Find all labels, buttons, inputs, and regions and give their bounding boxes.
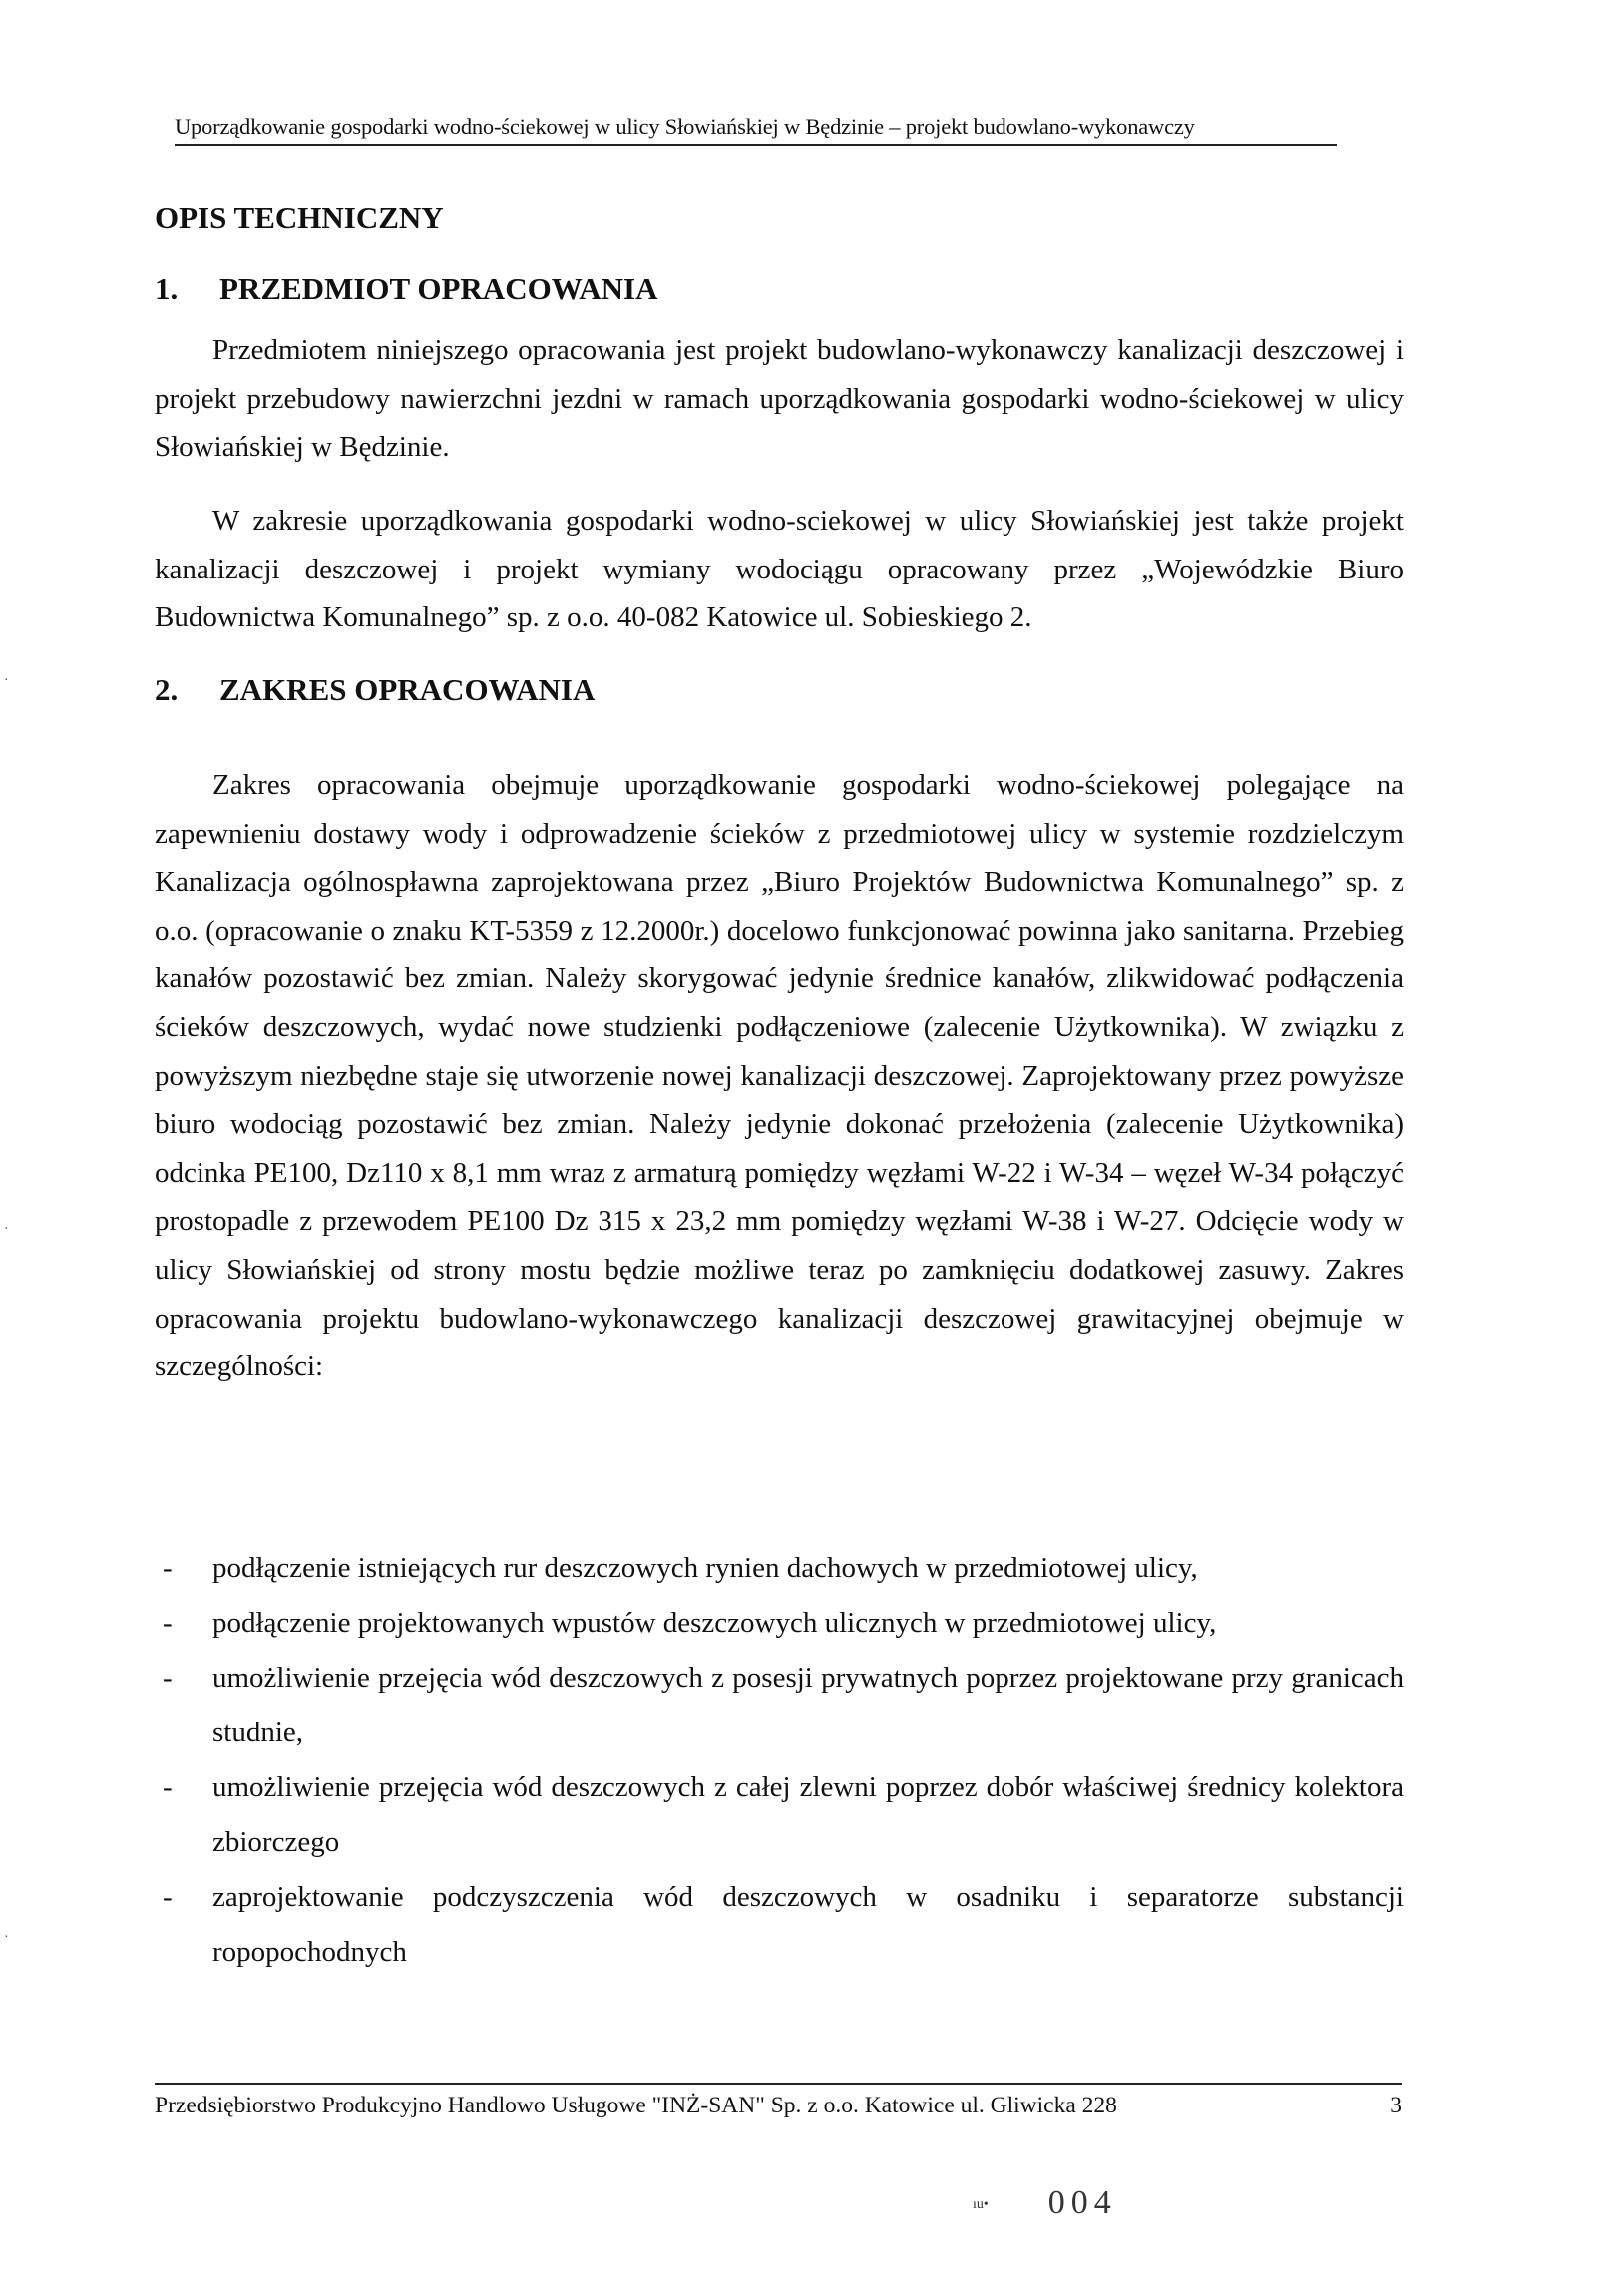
section-1-number: 1. <box>155 271 179 306</box>
list-item: - podłączenie projektowanych wpustów deszczowych ulicznych w przedmiotowej ulicy, <box>163 1607 1217 1639</box>
section-2-number: 2. <box>155 672 179 707</box>
section-1-paragraph-1: Przedmiotem niniejszego opracowania jest projekt budowlano-wykonawczy kanalizacji deszczowej i projekt przebudowy nawierzchni jezdni w ramach uporządkowania gospodarki wodno-ściekowej w ulicy Słowiańskiej w Będzinie. <box>155 334 1404 464</box>
scan-speck: · <box>4 673 9 688</box>
stamp-number: 004 <box>1047 2184 1117 2221</box>
footer-company: Przedsiębiorstwo Produkcyjno Handlowo Usługowe "INŻ-SAN" Sp. z o.o. Katowice ul. Gliwicka 228 <box>155 2093 1117 2118</box>
list-item: - podłączenie istniejących rur deszczowych rynien dachowych w przedmiotowej ulicy, <box>163 1552 1198 1584</box>
section-1-title: PRZEDMIOT OPRACOWANIA <box>219 271 658 306</box>
section-2-paragraph-1: Zakres opracowania obejmuje uporządkowanie gospodarki wodno-ściekowej polegające na zapewnieniu dostawy wody i odprowadzenie ścieków z przedmiotowej ulicy w systemie rozdzielczym Kanalizacja ogólnospławna zaprojektowana przez „Biuro Projektów Budownictwa Komunalnego” sp. z o.o. (opracowanie o znaku KT-5359 z 12.2000r.) docelowo funkcjonować powinna jako sanitarna. Przebieg kanałów pozostawić bez zmian. Należy skorygować jedynie średnice kanałów, zlikwidować podłączenia ścieków deszczowych, wydać nowe studzienki podłączeniowe (zalecenie Użytkownika). W związku z powyższym niezbędne staje się utworzenie nowej kanalizacji deszczowej. Zaprojektowany przez powyższe biuro wodociąg pozostawić bez zmian. Należy jedynie dokonać przełożenia (zalecenie Użytkownika) odcinka PE100, Dz110 x 8,1 mm wraz z armaturą pomiędzy węzłami W-22 i W-34 – węzeł W-34 połączyć prostopadle z przewodem PE100 Dz 315 x 23,2 mm pomiędzy węzłami W-38 i W-27. Odcięcie wody w ulicy Słowiańskiej od strony mostu będzie możliwe teraz po zamknięciu dodatkowej zasuwy. Zakres opracowania projektu budowlano-wykonawczego kanalizacji deszczowej grawitacyjnej obejmuje w szczególności: <box>155 769 1404 1383</box>
section-2-heading <box>155 672 595 708</box>
list-item: - umożliwienie przejęcia wód deszczowych z posesji prywatnych poprzez projektowane przy granicach studnie, <box>163 1662 1404 1748</box>
section-2-title: ZAKRES OPRACOWANIA <box>219 672 596 707</box>
section-1-heading <box>155 271 657 307</box>
list-item: - umożliwienie przejęcia wód deszczowych z całej zlewni poprzez dobór właściwej średnicy kolektora zbiorczego <box>163 1771 1404 1858</box>
scan-speck: · <box>4 1930 9 1945</box>
page-header: Uporządkowanie gospodarki wodno-ściekowej w ulicy Słowiańskiej w Będzinie – projekt budowlano-wykonawczy <box>175 112 1337 146</box>
page-number: 3 <box>1390 2093 1402 2118</box>
list-item: - zaprojektowanie podczyszczenia wód deszczowych w osadniku i separatorze substancji ropopochodnych <box>163 1881 1404 1968</box>
archive-stamp <box>973 2184 1117 2222</box>
document-title: OPIS TECHNICZNY <box>155 200 444 235</box>
scope-bullet-list <box>155 1541 1404 1980</box>
section-1-paragraph-2: W zakresie uporządkowania gospodarki wodno-sciekowej w ulicy Słowiańskiej jest także projekt kanalizacji deszczowej i projekt wymiany wodociągu opracowany przez „Wojewódzkie Biuro Budownictwa Komunalnego” sp. z o.o. 40-082 Katowice ul. Sobieskiego 2. <box>155 505 1404 634</box>
scan-speck: · <box>4 1222 9 1237</box>
page-footer <box>155 2083 1402 2120</box>
stamp-mark: ıu• <box>973 2197 989 2213</box>
